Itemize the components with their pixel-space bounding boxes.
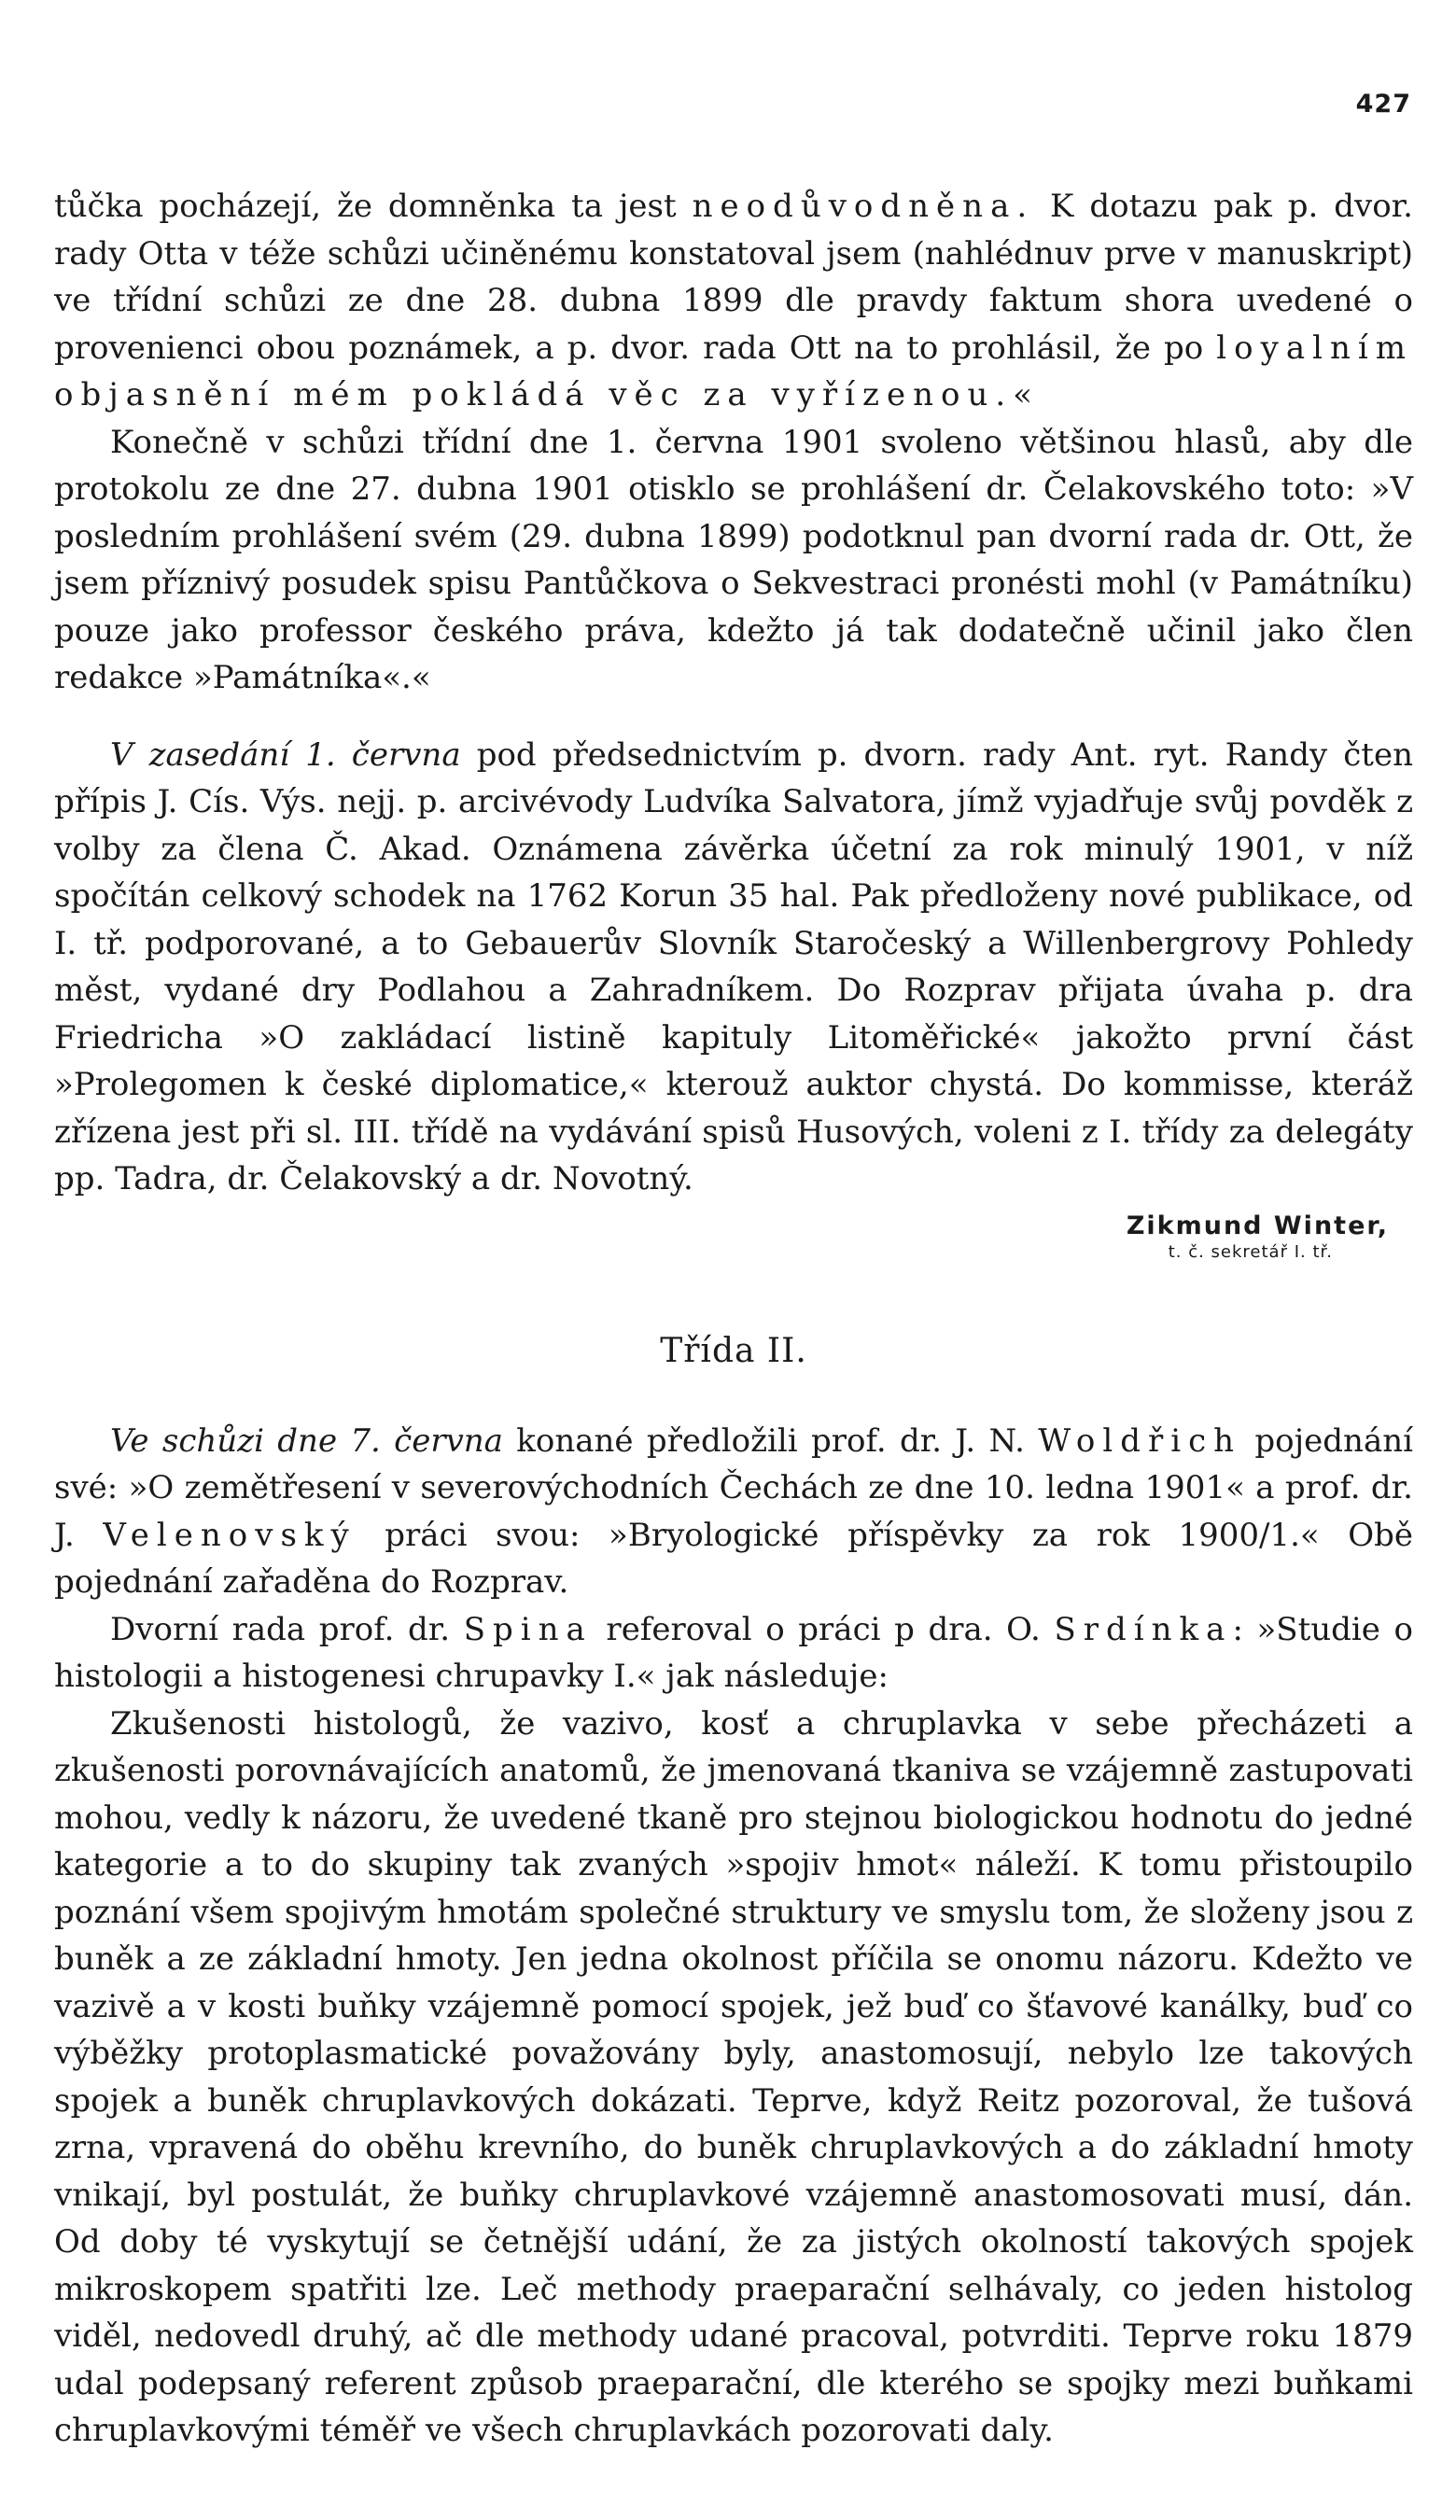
section-heading: Třída II.: [660, 1331, 807, 1370]
signature-title: t. č. sekretář I. tř.: [1168, 1241, 1333, 1262]
page-number: 427: [1355, 90, 1411, 119]
paragraph-session-1: V zasedání 1. června pod předsednictvím p. dvorn. rady Ant. ryt. Randy čten přípis J. Cís. Výs. nejj. p. arcivévody Ludvíka Salvatora, jímž vyjadřuje svůj povděk z volby za člena Č. Akad. Oznámena závěrka účetní za rok minulý 1901, v níž spočítán celkový schodek na 1762 Korun 35 hal. Pak předloženy nové publikace, od I. tř. podporované, a to Gebauerův Slovník Staročeský a Willenbergrovy Pohledy měst, vydané dry Podlahou a Zahradníkem. Do Rozprav přijata úvaha p. dra Friedricha »O zakládací listině kapituly Litoměřické« jakožto první část »Prolegomen k české diplomatice,« kterouž auktor chystá. Do kommisse, kteráž zřízena jest při sl. III. třídě na vydávání spisů Husových, voleni z I. třídy za delegáty pp. Tadra, dr. Čelakovský a dr. Novotný.: [54, 735, 1413, 1197]
text-column: [54, 183, 1413, 2455]
paragraph-spina: Dvorní rada prof. dr. Spina referoval o práci p dra. O. Srdínka: »Studie o histologii a histogenesi chrupavky I.« jak následuje:: [54, 1610, 1413, 1695]
paragraph-session-2: Ve schůzi dne 7. června konané předložili prof. dr. J. N. Woldřich pojednání své: »O zemětřesení v severovýchodních Čechách ze dne 10. ledna 1901« a prof. dr. J. Velenovský práci svou: »Bryologické příspěvky za rok 1900/1.« Obě pojednání zařaděna do Rozprav.: [54, 1421, 1413, 1601]
paragraph-celakovsky: Konečně v schůzi třídní dne 1. června 1901 svoleno většinou hlasů, aby dle protokolu ze dne 27. dubna 1901 otisklo se prohlášení dr. Čelakovského toto: »V posledním prohlášení svém (29. dubna 1899) podotknul pan dvorní rada dr. Ott, že jsem příznivý posudek spisu Pantůčkova o Sekvestraci pronésti mohl (v Památníku) pouze jako professor českého práva, kdežto já tak dodatečně učinil jako člen redakce »Památníka«.«: [54, 423, 1413, 696]
signature-name: Zikmund Winter,: [1126, 1211, 1389, 1240]
signature-block: [54, 1211, 1413, 1263]
paragraph-histology: Zkušenosti histologů, že vazivo, kosť a chruplavka v sebe přecházeti a zkušenosti porovnávajících anatomů, že jmenovaná tkaniva se vzájemně zastupovati mohou, vedly k názoru, že uvedené tkaně pro stejnou biologickou hodnotu do jedné kategorie a to do skupiny tak zvaných »spojiv hmot« náleží. K tomu přistoupilo poznání všem spojivým hmotám společné struktury ve smyslu tom, že složeny jsou z buněk a ze základní hmoty. Jen jedna okolnost příčila se onomu názoru. Kdežto ve vazivě a v kosti buňky vzájemně pomocí spojek, jež buď co šťavové kanálky, buď co výběžky protoplasmatické považovány byly, anastomosují, nebylo lze takových spojek a buněk chruplavkových dokázati. Teprve, když Reitz pozoroval, že tušová zrna, vpravená do oběhu krevního, do buněk chruplavkových a do základní hmoty vnikají, byl postulát, že buňky chruplavkové vzájemně anastomosovati musí, dán. Od doby té vyskytují se četnější udání, že za jistých okolností takových spojek mikroskopem spatřiti lze. Leč methody praeparační selhávaly, co jeden histolog viděl, nedovedl druhý, ač dle methody udané pracoval, potvrditi. Teprve roku 1879 udal podepsaný referent způsob praeparační, dle kterého se spojky mezi buňkami chruplavkovými téměř ve všech chruplavkách pozorovati daly.: [54, 1704, 1413, 2449]
paragraph-continuation: tůčka pocházejí, že domněnka ta jest neodůvodněna. K dotazu pak p. dvor. rady Otta v téže schůzi učiněnému konstatoval jsem (nahlédnuv prve v manuskript) ve třídní schůzi ze dne 28. dubna 1899 dle pravdy faktum shora uvedené o provenienci obou poznámek, a p. dvor. rada Ott na to prohlásil, že po loyalním objasnění mém pokládá věc za vyřízenou.«: [54, 188, 1413, 413]
